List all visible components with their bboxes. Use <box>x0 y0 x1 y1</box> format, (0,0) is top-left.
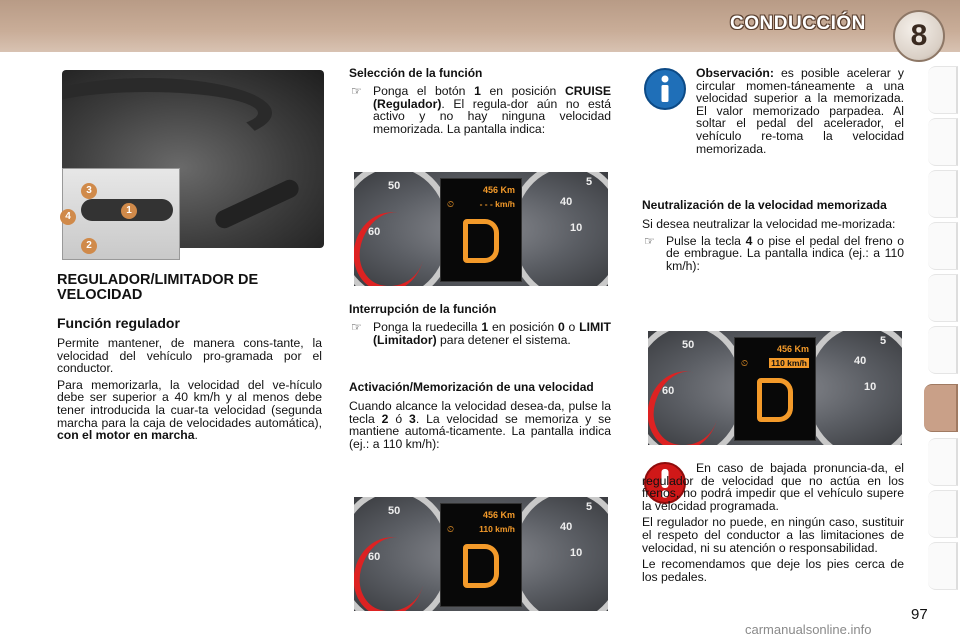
cruise-control-icon: ⏲ <box>741 358 749 368</box>
chapter-title: CONDUCCIÓN <box>730 13 866 34</box>
odometer-readout: 456 Km <box>482 185 515 195</box>
scale-label: 40 <box>854 355 867 367</box>
middle-column-activation <box>349 381 611 450</box>
page-number: 97 <box>911 606 928 623</box>
text-span: Para memorizarla, la velocidad del ve-hículo debe ser superior a 40 km/h y al menos debe tener introducida la cuar-ta velocidad (segunda marcha para la caja de velocidades automática), <box>57 377 322 430</box>
text-span: . <box>194 428 198 443</box>
paragraph <box>349 400 611 450</box>
multifunction-screen <box>440 178 522 282</box>
pointing-hand-icon: ☞ <box>351 84 362 98</box>
speed-readout: 110 km/h <box>479 524 515 534</box>
chapter-tab[interactable] <box>928 170 958 218</box>
scale-label: 60 <box>368 551 381 563</box>
bold-span: con el motor en marcha <box>57 428 195 443</box>
activation-heading: Activación/Memorización de una velocidad <box>349 380 594 394</box>
multifunction-screen <box>440 503 522 607</box>
scale-label: 10 <box>570 222 583 234</box>
interrupt-heading: Interrupción de la función <box>349 302 497 316</box>
paragraph <box>57 379 322 442</box>
paragraph: Si desea neutralizar la velocidad me-morizada: <box>642 217 896 231</box>
text-span: Ponga el botón <box>373 84 475 98</box>
chapter-tab-active[interactable] <box>924 384 958 432</box>
warning-paragraph: Le recomendamos que deje los pies cerca de los pedales. <box>642 557 904 584</box>
neutralize-block <box>642 199 904 272</box>
callout-1: 1 <box>121 203 137 219</box>
text-span: o <box>564 320 580 334</box>
steering-wheel-shape <box>62 78 272 148</box>
control-stalk-shape <box>212 177 301 231</box>
selection-heading: Selección de la función <box>349 66 483 80</box>
middle-column-top <box>349 67 611 135</box>
warning-paragraph: En caso de bajada pronuncia-da, el regulador de velocidad que no actúa en los frenos, no podrá impedir que el vehículo supere la velocidad programada. <box>642 461 904 513</box>
bullet-item <box>349 321 611 346</box>
scale-label: 40 <box>560 196 573 208</box>
text-span: o pise el pedal del freno o de embrague. La pantalla indica (ej.: a 110 km/h): <box>666 233 905 273</box>
chapter-tab[interactable] <box>928 490 958 538</box>
scale-label: 40 <box>560 521 573 533</box>
observation-text <box>642 67 904 155</box>
scale-label: 5 <box>586 176 593 188</box>
text-span: en posición <box>488 320 558 334</box>
text-span: Cuando alcance la velocidad desea-da, pulse la tecla <box>349 399 611 426</box>
chapter-tab[interactable] <box>928 542 958 590</box>
gear-indicator <box>757 378 793 422</box>
scale-label: 50 <box>682 339 695 351</box>
bold-span: 0 <box>557 320 565 334</box>
bold-span: CRUISE (Regulador) <box>373 84 612 111</box>
text-span: es posible acelerar y circular momen-táneamente a una velocidad superior a la memorizada. El valor memorizado parpadea. Al soltar el pedal del acelerador, el vehículo re-toma la velocidad memorizada. <box>696 66 904 156</box>
dashboard-display-photo <box>354 172 608 286</box>
gear-indicator <box>463 219 499 263</box>
speed-readout: - - - km/h <box>479 199 515 209</box>
chapter-number-badge: 8 <box>893 10 945 62</box>
bold-span: 3 <box>409 411 416 426</box>
bold-span: 4 <box>745 233 753 248</box>
scale-label: 50 <box>388 505 401 517</box>
pointing-hand-icon: ☞ <box>644 233 655 248</box>
scale-label: 50 <box>388 180 401 192</box>
chapter-tab[interactable] <box>928 222 958 270</box>
bullet-item <box>349 85 611 135</box>
dashboard-display-photo <box>648 331 902 445</box>
odometer-readout: 456 Km <box>776 344 809 354</box>
middle-column-interrupt <box>349 303 611 346</box>
callout-2: 2 <box>81 238 97 254</box>
chapter-tab[interactable] <box>928 66 958 114</box>
cruise-control-icon: ⏲ <box>447 199 455 209</box>
gear-indicator <box>463 544 499 588</box>
bold-span: 2 <box>381 411 389 426</box>
odometer-readout: 456 Km <box>482 510 515 520</box>
scale-label: 60 <box>662 385 675 397</box>
text-span: ó <box>388 411 410 426</box>
pointing-hand-icon: ☞ <box>351 320 362 334</box>
cruise-control-icon: ⏲ <box>447 524 455 534</box>
text-span: . El regula-dor aún no está activo y no hay ninguna velocidad memorizada. La pantalla indica: <box>373 96 611 136</box>
subsection-title: Función regulador <box>57 315 180 331</box>
bold-span: LIMIT (Limitador) <box>373 320 611 347</box>
scale-label: 10 <box>864 381 877 393</box>
chapter-tab[interactable] <box>928 326 958 374</box>
dashboard-display-photo <box>354 497 608 611</box>
speed-readout-highlighted: 110 km/h <box>771 358 807 368</box>
warning-paragraph: El regulador no puede, en ningún caso, sustituir el respeto del conductor a las limitaciones de velocidad, ni su atención o responsabilidad. <box>642 515 904 555</box>
bold-span: 1 <box>481 320 489 334</box>
callout-4: 4 <box>60 209 76 225</box>
scale-label: 60 <box>368 226 381 238</box>
section-title: REGULADOR/LIMITADOR DE VELOCIDAD <box>57 272 259 303</box>
tachometer-gauge <box>508 497 608 611</box>
text-span: para detener el sistema. <box>436 332 571 347</box>
scale-label: 10 <box>570 547 583 559</box>
scale-label: 5 <box>880 335 887 347</box>
text-span: Ponga la ruedecilla <box>373 320 482 334</box>
tachometer-gauge <box>802 331 902 445</box>
watermark: carmanualsonline.info <box>745 622 872 637</box>
chapter-tab[interactable] <box>928 274 958 322</box>
paragraph: Permite mantener, de manera cons-tante, la velocidad del vehículo pro-gramada por el conductor. <box>57 336 322 376</box>
text-span: Pulse la tecla <box>666 233 746 248</box>
callout-3: 3 <box>81 183 97 199</box>
chapter-tab[interactable] <box>928 438 958 486</box>
observation-block <box>642 67 904 155</box>
multifunction-screen <box>734 337 816 441</box>
neutralize-heading: Neutralización de la velocidad memorizada <box>642 198 887 212</box>
chapter-tabs <box>928 66 960 586</box>
warning-block <box>642 462 904 583</box>
text-span: . La velocidad se memoriza y se mantiene automá-ticamente. La pantalla indica (ej.: a 110 km/h): <box>349 411 611 451</box>
tachometer-gauge <box>508 172 608 286</box>
scale-label: 5 <box>586 501 593 513</box>
bullet-item <box>642 235 904 273</box>
chapter-tab[interactable] <box>928 118 958 166</box>
text-span: en posición <box>480 84 565 98</box>
bold-span: 1 <box>474 84 481 98</box>
bold-span: Observación: <box>696 66 774 80</box>
left-column <box>57 273 322 442</box>
